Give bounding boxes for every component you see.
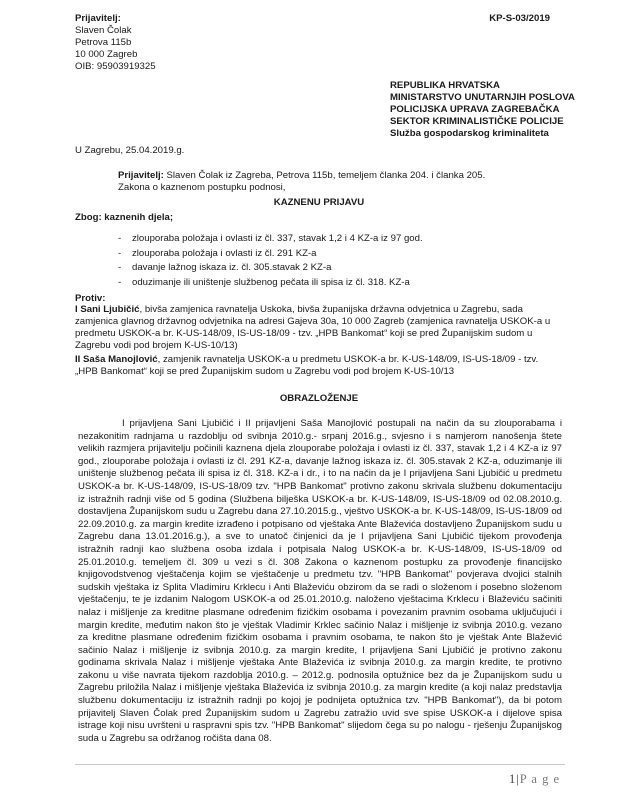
accused-text: , zamjenik ravnatelja USKOK-a u predmetu USKOK-a br. K-US-148/09, IS-US-18/09 - tzv. „HPB Bankomat“ koji se pred Županijskim sudom u Zagrebu vodi pod brojem K-US-10/13 [75,354,539,377]
intro-paragraph [118,170,498,194]
sender-street: Petrova 115b [75,37,132,48]
reason-label: Zbog: kaznenih djela; [75,212,174,223]
document-title: KAZNENU PRIJAVU [273,197,365,208]
recipient-line: Služba gospodarskog kriminaliteta [390,128,549,139]
footer-divider [75,764,565,765]
charges-list [118,233,423,291]
recipient-line: POLICIJSKA UPRAVA ZAGREBAČKA [390,104,560,115]
sender-block [75,13,156,73]
charge-item: - davanje lažnog iskaza iz. čl. 305.stavak 2 KZ-a [118,262,423,277]
charge-item: - oduzimanje ili uništenje službenog pečata ili spisa iz čl. 318. KZ-a [118,277,423,292]
recipient-line: REPUBLIKA HRVATSKA [390,80,500,91]
explanation-body [78,418,562,745]
recipient-block [390,80,575,140]
recipient-line: SEKTOR KRIMINALISTIČKE POLICIJE [390,116,564,127]
sender-oib: OIB: 95903919325 [75,61,156,72]
accused-name: I Sani Ljubičić [75,304,140,315]
intro-label: Prijavitelj: [118,170,164,181]
page-label: P a g e [519,772,560,786]
explanation-paragraph: I prijavljena Sani Ljubičić i II prijavljeni Saša Manojlović postupali na način da su zlouporabama i nezakonitim radnjama u razdoblju od svibnja 2010.g.- srpanj 2016.g., svjesno i s namjerom nanošenja štete velikih razmjera prijavitelju počinili kaznena djela zlouporabe položaja i ovlasti iz čl. 337, stavak 1,2 i 4 KZ-a iz 97 god., zlouporabe položaja i ovlasti iz čl. 291 KZ-a, davanje lažnog iskaza iz. čl. 305.stavak 2 KZ-a, oduzimanje ili uništenje službenog pečata ili spisa iz čl. 318. KZ-a i dr., i to na način da je I prijavljena Sani Ljubičić u predmetu USKOK-a br. K-US-148/09, IS-US-18/09 tzv. "HPB Bankomat" protivno zakonu skrivala službenu dokumentaciju iz istražnih radnji više od 5 godina (Službena bilješka USKOK-a br. K-US-148/09, IS-US-18/09 od 02.08.2010.g. dostavljena Županijskom sudu u Zagrebu dana 27.10.2015.g., vještvo USKOK-a br. K-US-148/09, IS-US-18/09 od 22.09.2010.g. za margin kredite izrađeno i potpisano od vještaka Ante Blaževića dostavljeno Županijskom sudu u Zagrebu dana 13.01.2016.g.), a sve to unatoč činjenici da je I prijavljena Sani Ljubičić tijekom provođenja istražnih radnji kao službena osoba izdala i potpisala Nalog USKOK-a br. K-US-148/09, IS-US-18/09 od 25.01.2010.g. temeljem čl. 309 u vezi s čl. 308 Zakona o kaznenom postupku za provođenje financijsko knjigovodstvenog vještačenja kojim se vještačenje u predmetu tzv. "HPB Bankomat" povjerava dvojici stalnih sudskih vještaka iz Splita Vladimiru Krklecu i Anti Blaževiću obzirom da se radi o složenom i posebno složenom vještačenju, te je izdanim Nalogom USKOK-a od 25.01.2010.g. naloženo vještacima Krklecu i Blaževiću sačiniti nalaz i mišljenje za kreditne plasmane određenim fizičkim osobama i povezanim pravnim osobama uključujući i margin kredite, međutim nakon što je vještak Vladimir Krklec sačinio Nalaz i mišljenje iz svibnja 2010.g. vezano za kreditne plasmane određenim fizičkim osobama i pravnim osobama, te nakon što je vještak Ante Blažević sačinio Nalaz i mišljenje iz svibnja 2010.g. za margin kredite, I prijavljena Sani Ljubičić je protivno zakonu godinama skrivala Nalaz i mišljenje vještaka Ante Blaževića iz svibnja 2010.g. za margin kredite, te protivno zakonu u više navrata tijekom razdoblja 2010.g. – 2012.g. podnosila optužnice bez da je Županijskom sudu u Zagrebu priložila Nalaz i mišljenje vještaka Blaževića iz svibnja 2010.g. za margin kredite (a koji nalaz predstavlja službenu dokumentaciju iz istražnih radnji po kojoj je podnijeta optužnica tzv. "HPB Bankomat"), da bi potom prijavitelj Slaven Čolak pred Županijskim sudom u Zagrebu zatražio uvid sve spise USKOK-a i dijelove spisa istrage koji nisu uvršteni u raspravni spis tzv. "HPB Bankomat" slijedom čega su po nalogu - rješenju Županijskog suda u Zagrebu sa održanog ročišta dana 08. [78,418,562,744]
charge-item: - zlouporaba položaja i ovlasti iz čl. 337, stavak 1,2 i 4 KZ-a iz 97 god. [118,233,423,248]
sender-name: Slaven Čolak [75,25,132,36]
intro-text: Slaven Čolak iz Zagreba, Petrova 115b, temeljem članka 204. i članka 205. Zakona o kaznenom postupku podnosi, [118,170,486,193]
recipient-line: MINISTARSTVO UNUTARNJIH POSLOVA [390,92,575,103]
explanation-title: OBRAZLOŽENJE [279,393,359,404]
charge-item: - zlouporaba položaja i ovlasti iz čl. 291 KZ-a [118,248,423,263]
date-line: U Zagrebu, 25.04.2019.g. [75,145,185,156]
against-label: Protiv: [75,293,106,304]
accused-entry-1 [75,304,563,352]
accused-name: II Saša Manojlović [75,354,158,365]
page-separator: | [516,772,520,786]
sender-city: 10 000 Zagreb [75,49,138,60]
document-id: KP-S-03/2019 [489,13,550,24]
page-number: 1 [509,772,517,786]
page-number-footer [509,772,560,787]
accused-entry-2 [75,354,563,378]
accused-text: , bivša zamjenica ravnatelja Uskoka, bivša županijska državna odvjetnica u Zagrebu, sada zamjenica glavnog državnog odvjetnika na adresi Gajeva 30a, 10 000 Zagreb (zamjenica ravnatelja USKOK-a u predmetu USKOK-a br. K-US-148/09, IS-US-18/09 - tzv. „HPB Bankomat“ koji se pred Županijskim sudom u Zagrebu vodi pod brojem K-US-10/13) [75,304,551,351]
sender-label: Prijavitelj: [75,13,121,24]
